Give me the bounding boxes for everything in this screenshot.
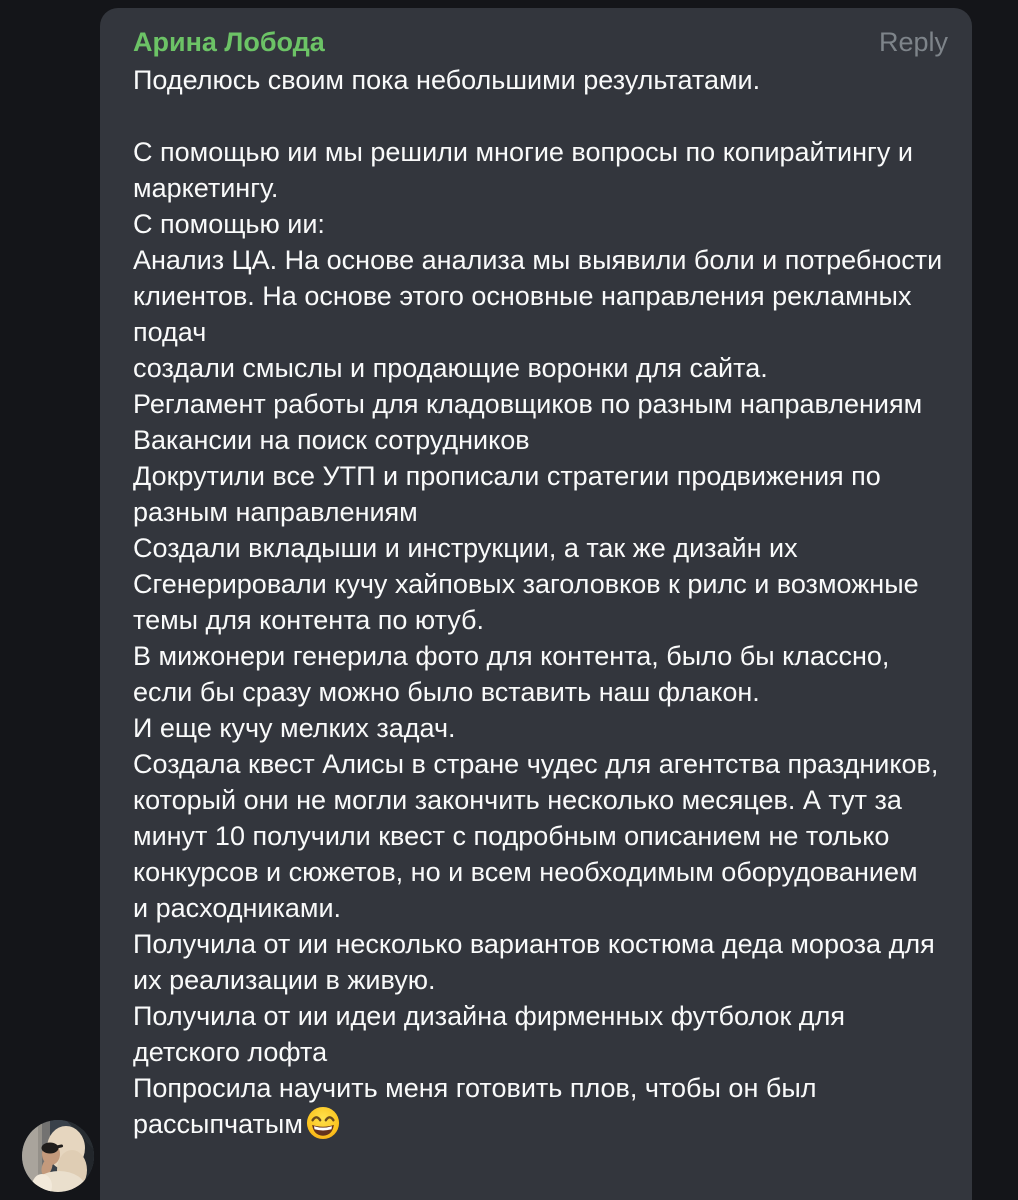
message-line: Получила от ии идеи дизайна фирменных футболок для: [133, 1001, 845, 1031]
sender-username[interactable]: Арина Лобода: [133, 27, 325, 57]
message-line: рассыпчатым: [133, 1106, 948, 1142]
message-line: Анализ ЦА. На основе анализа мы выявили боли и потребности: [133, 245, 943, 275]
message-line: В мижонери генерила фото для контента, было бы классно,: [133, 641, 890, 671]
message-line: Вакансии на поиск сотрудников: [133, 425, 530, 455]
message-line: [133, 98, 948, 134]
message-header: [100, 8, 972, 60]
message-line: детского лофта: [133, 1037, 328, 1067]
message-line: конкурсов и сюжетов, но и всем необходимым оборудованием: [133, 857, 918, 887]
message-line: И еще кучу мелких задач.: [133, 713, 456, 743]
avatar[interactable]: [22, 1120, 94, 1192]
message-line: Сгенерировали кучу хайповых заголовков к рилс и возможные: [133, 569, 919, 599]
message-line: Создала квест Алисы в стране чудес для агентства праздников,: [133, 749, 939, 779]
message-line: Докрутили все УТП и прописали стратегии продвижения по: [133, 461, 881, 491]
message-line: С помощью ии мы решили многие вопросы по копирайтингу и: [133, 137, 913, 167]
message-line: Поделюсь своим пока небольшими результатами.: [133, 65, 761, 95]
message-line: Создали вкладыши и инструкции, а так же дизайн их: [133, 533, 798, 563]
message-line: который они не могли закончить несколько месяцев. А тут за: [133, 785, 902, 815]
reply-button[interactable]: Reply: [878, 27, 948, 57]
message-line: и расходниками.: [133, 893, 342, 923]
message-line: их реализации в живую.: [133, 965, 436, 995]
grinning-face-emoji: [306, 1106, 340, 1140]
message-bubble: [100, 8, 972, 1200]
message-line: создали смыслы и продающие воронки для сайта.: [133, 353, 768, 383]
blonde-woman-with-sunglasses-photo: [22, 1120, 94, 1192]
message-line: если бы сразу можно было вставить наш флакон.: [133, 677, 760, 707]
message-line: маркетингу.: [133, 173, 279, 203]
message-line: С помощью ии:: [133, 209, 325, 239]
message-line: клиентов. На основе этого основные направления рекламных: [133, 281, 912, 311]
message-line: минут 10 получили квест с подробным описанием не только: [133, 821, 890, 851]
message-line: подач: [133, 317, 207, 347]
message-line: разным направлениям: [133, 497, 418, 527]
message-line: Получила от ии несколько вариантов костюма деда мороза для: [133, 929, 935, 959]
message-line: темы для контента по ютуб.: [133, 605, 485, 635]
message-line: Регламент работы для кладовщиков по разным направлениям: [133, 389, 923, 419]
message-line: Попросила научить меня готовить плов, чтобы он был: [133, 1073, 817, 1103]
message-text: [100, 60, 972, 1142]
